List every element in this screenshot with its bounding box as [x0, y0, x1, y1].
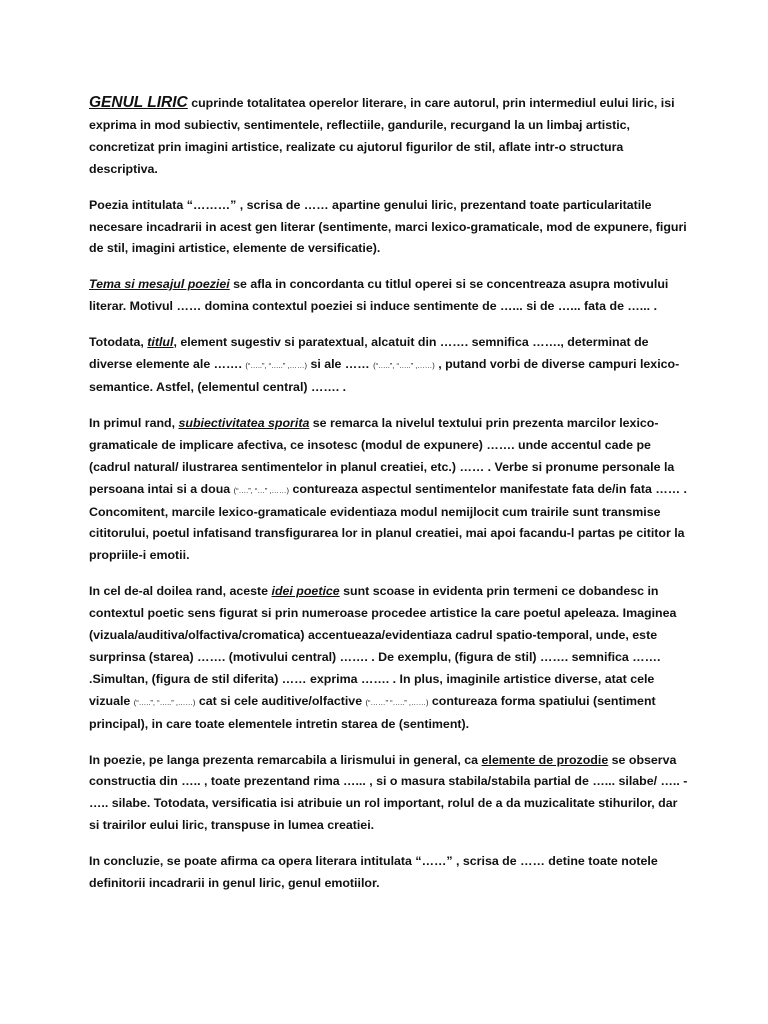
paragraph-text: , element sugestiv si paratextual, alcatuit din ……. semnifica ……., determinat de diverse elemente ale …….	[89, 335, 649, 372]
paragraph-text: contureaza aspectul sentimentelor manifestate fata de/in fata …… . Concomitent, marcile lexico-gramaticale evidentiaza modul nemijlocit cum trairile sunt transmise cititorului, poetul infatisand transfigurarea lor in planul creatiei, mai apoi facandu-l partas pe cititor la propriile-i emotii.	[89, 481, 687, 563]
small-quote-placeholder: (“…..”, “…..” ,……)	[133, 697, 196, 707]
small-quote-placeholder: (“…..”, “…..” ,……)	[373, 361, 435, 371]
paragraph-concluzie	[89, 851, 689, 895]
paragraph-text: se afla in concordanta cu titlul operei si se concentreaza asupra motivului literar. Motivul …… domina contextul poeziei si induce sentimente de …... si de …... fata de …... .	[89, 277, 669, 314]
paragraph-text: Poezia intitulata “………” , scrisa de …… apartine genului liric, prezentand toate particularitatile necesare incadrarii in acest gen literar (sentimente, marci lexico-gramaticale, mod de expunere, figuri de stil, imagini artistice, elemente de versificatie).	[89, 197, 687, 256]
paragraph-text: In concluzie, se poate afirma ca opera literara intitulata “……” , scrisa de …… detine toate notele definitorii incadrarii in genul liric, genul emotiilor.	[89, 854, 658, 891]
paragraph-tema-si-mesajul	[89, 274, 689, 318]
paragraph-genul-liric	[89, 92, 689, 181]
small-quote-placeholder: (“….”, “…” ,……)	[233, 485, 290, 495]
paragraph-text: se remarca la nivelul textului prin prezenta marcilor lexico-gramaticale de implicare afectiva, ce insotesc (modul de expunere) ……. unde accentul cade pe (cadrul natural/ ilustrarea sentimentelor in planul creatiei, etc.) …… . Verbe si pronume personale la persoana intai si a doua	[89, 415, 675, 496]
paragraph-text: cuprinde totalitatea operelor literare, in care autorul, prin intermediul eului liric, isi exprima in mod subiectiv, sentimentele, reflectiile, gandurile, recurgand la un limbaj artistic, concretizat prin imagini artistice, realizate cu ajutorul figurilor de stil, aflate intr-o structura descriptiva.	[89, 96, 675, 176]
term-tema-si-mesajul: Tema si mesajul poeziei	[89, 277, 230, 292]
paragraph-text: In primul rand,	[89, 415, 179, 430]
paragraph-text: , putand vorbi de diverse campuri lexico-semantice. Astfel, (elementul central) ……. .	[89, 357, 680, 394]
paragraph-text: si ale ……	[307, 357, 374, 372]
paragraph-text: se observa constructia din ….. , toate prezentand rima …... , si o masura stabila/stabila partial de …... silabe/ ….. - ….. silabe. Totodata, versificatia isi atribuie un rol important, rolul de a da muzicalitate stihurilor, dar si trairilor eului liric, transpuse in lumea creatiei.	[89, 752, 688, 833]
paragraph-subiectivitatea	[89, 413, 689, 567]
small-quote-placeholder: (“…..”, “…..” ,……)	[245, 361, 307, 371]
paragraph-titlul	[89, 332, 689, 399]
paragraph-poezia-intitulata	[89, 195, 689, 261]
small-quote-placeholder: (“……” “…..” ,……)	[365, 697, 429, 707]
term-idei-poetice: idei poetice	[271, 584, 340, 599]
document-page	[89, 92, 689, 909]
term-genul-liric: GENUL LIRIC	[89, 94, 188, 111]
paragraph-text: cat si cele auditive/olfactive	[195, 693, 366, 708]
paragraph-idei-poetice	[89, 581, 689, 735]
term-elemente-de-prozodie: elemente de prozodie	[481, 752, 609, 767]
paragraph-text: In cel de-al doilea rand, aceste	[89, 584, 272, 599]
paragraph-prozodie	[89, 750, 689, 838]
paragraph-text: sunt scoase in evidenta prin termeni ce dobandesc in contextul poetic sens figurat si prin numeroase procedee artistice la care poetul apeleaza. Imaginea (vizuala/auditiva/olfactiva/cromatica) accentueaza/evidentiaza cadrul spatio-temporal, unde, este surprinsa (starea) ……. (motivului central) ……. . De exemplu, (figura de stil) ……. semnifica ……. .Simultan, (figura de stil diferita) …… exprima ……. . In plus, imaginile artistice diverse, atat cele vizuale	[89, 584, 677, 708]
term-titlul: titlul	[147, 335, 174, 350]
paragraph-text: contureaza forma spatiului (sentiment principal), in care toate elementele intretin starea de (sentiment).	[89, 693, 656, 731]
term-subiectivitatea-sporita: subiectivitatea sporita	[178, 415, 310, 430]
paragraph-text: Totodata,	[89, 335, 148, 350]
paragraph-text: In poezie, pe langa prezenta remarcabila a lirismului in general, ca	[89, 752, 482, 767]
